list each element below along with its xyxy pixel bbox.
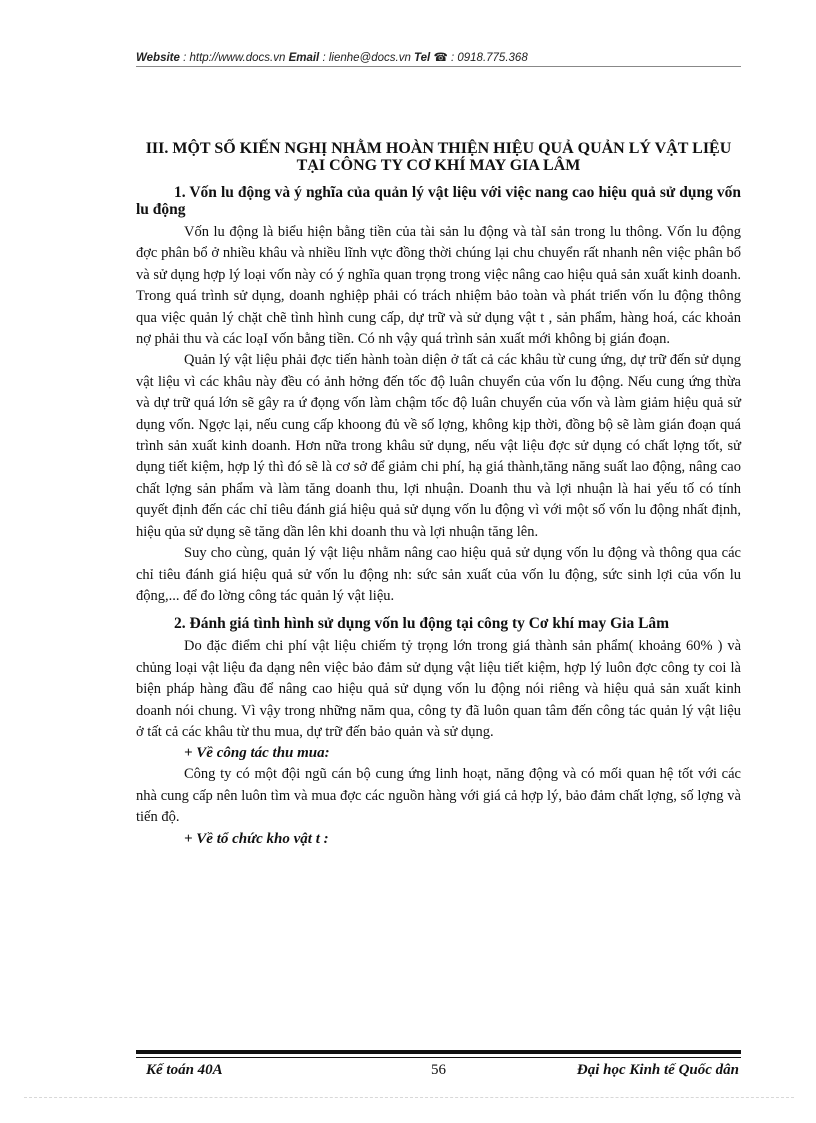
section-2-paragraph-1: Do đặc điểm chi phí vật liệu chiếm tỷ trọng lớn trong giá thành sản phẩm( khoảng 60% ) và chủng loại vật liệu đa dạng nên việc bảo đảm sử dụng vật liệu tiết kiệm, hợp lý luôn đợc công ty coi là biện pháp hàng đầu để nâng cao hiệu quả sử dụng vốn lu động nói riêng và hiệu quả sản xuất kinh doanh nói chung. Vì vậy trong những năm qua, công ty đã luôn quan tâm đến công tác quản lý vật liệu ở tất cả các khâu từ thu mua, dự trữ đến bảo quản và sử dụng. [136, 638, 741, 740]
tel-label: Tel [414, 52, 431, 64]
page-footer [136, 1062, 741, 1082]
footer-rule-thin [136, 1057, 741, 1058]
page-header [136, 50, 741, 64]
chapter-title: III. MỘT SỐ KIẾN NGHỊ NHẰM HOÀN THIỆN HIỆU QUẢ QUẢN LÝ VẬT LIỆU TẠI CÔNG TY CƠ KHÍ MAY GIA LÂM [145, 140, 732, 174]
section-2-paragraph-2: Công ty có một đội ngũ cán bộ cung ứng linh hoạt, năng động và có mối quan hệ tốt với các nhà cung cấp nên luôn tìm và mua đợc các nguồn hàng với giá cả hợp lý, bảo đảm chất lợng, số lợng và tiến độ. [136, 766, 741, 826]
page-edge-divider [24, 1097, 794, 1098]
document-body [136, 140, 741, 850]
website-label: Website [136, 52, 180, 64]
email-label: Email [288, 52, 320, 64]
footer-class-label: Kế toán 40A [146, 1062, 223, 1078]
header-rule [136, 66, 741, 67]
section-1-paragraph-1: Vốn lu động là biểu hiện bằng tiền của tài sản lu động và tàI sản trong lu thông. Vốn lu động đợc phân bổ ở nhiều khâu và nhiều lĩnh vực đồng thời chúng lại chu chuyển rất nhanh nên việc phân bổ và sử dụng hợp lý loại vốn này có ý nghĩa quan trọng trong việc nâng cao hiệu quả sản xuất kinh doanh. Trong quá trình sử dụng, doanh nghiệp phải có trách nhiệm bảo toàn và phát triển vốn lu động thông qua việc quản lý chặt chẽ tình hình cung cấp, dự trữ và sử dụng vật t , sản phẩm, hàng hoá, các khoản nợ phải thu và các loạI vốn bằng tiền. Có nh vậy quá trình sản xuất mới không bị gián đoạn. [136, 224, 741, 348]
subheading-purchasing: + Về công tác thu mua: [184, 745, 330, 762]
section-1-heading: 1. Vốn lu động và ý nghĩa của quản lý vật liệu với việc nang cao hiệu quả sử dụng vốn lu động [136, 184, 741, 218]
section-2-heading: 2. Đánh giá tình hình sử dụng vốn lu động tại công ty Cơ khí may Gia Lâm [174, 615, 670, 633]
tel-value: ☎ : 0918.775.368 [433, 52, 528, 64]
footer-university: Đại học Kinh tế Quốc dân [576, 1062, 739, 1078]
subheading-warehouse: + Về tổ chức kho vật t : [184, 830, 329, 847]
email-value: : lienhe@docs.vn [322, 52, 411, 64]
section-1-paragraph-2: Quản lý vật liệu phải đợc tiến hành toàn diện ở tất cả các khâu từ cung ứng, dự trữ đến sử dụng vật liệu vì các khâu này đều có ảnh hởng đến tốc độ luân chuyển của vốn lu động. Nếu cung ứng thừa và dự trữ quá lớn sẽ gây ra ứ đọng vốn làm chậm tốc độ luân chuyển của vốn và làm giảm hiệu quả sử dụng vốn. Ngợc lại, nếu cung cấp khoong đủ về số lợng, không kịp thời, đồng bộ sẽ làm gián đoạn quá trình sản xuất kinh doanh. Hơn nữa trong khâu sử dụng, nếu vật liệu đợc sử dụng có chất lợng tốt, sử dụng tiết kiệm, hợp lý thì đó sẽ là cơ sở để giảm chi phí, hạ giá thành,tăng năng suất lao động, nâng cao chất lợng sản phẩm và làm tăng doanh thu, lợi nhuận. Doanh thu và lợi nhuận là hai yếu tố có tính quyết định đến các chỉ tiêu đánh giá hiệu quả sử dụng vốn lu động vì với một số vốn lu động nhất định, hiệu qủa sử dụng sẽ tăng dần lên khi doanh thu và lợi nhuận tăng lên. [136, 352, 741, 540]
footer-rule-thick [136, 1050, 741, 1054]
website-value: : http://www.docs.vn [183, 52, 286, 64]
section-1-paragraph-3: Suy cho cùng, quản lý vật liệu nhằm nâng cao hiệu quả sử dụng vốn lu động và thông qua các chỉ tiêu đánh giá hiệu quả sử vốn lu động nh: sức sản xuất của vốn lu động, sức sinh lợi của vốn lu động,... để đo lờng công tác quản lý vật liệu. [136, 545, 741, 604]
page-number: 56 [431, 1062, 446, 1078]
